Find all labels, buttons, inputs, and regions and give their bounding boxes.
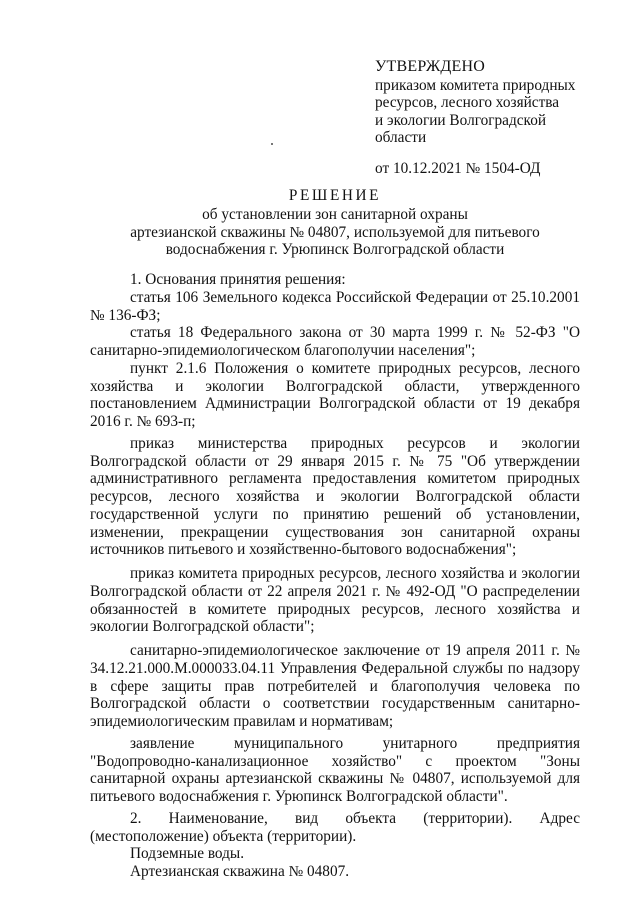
decision-subtitle-line: водоснабжения г. Урюпинск Волгоградской области bbox=[165, 241, 505, 259]
approval-line: области bbox=[375, 129, 427, 147]
paragraph-well-number: Артезианская скважина № 04807. bbox=[130, 863, 350, 880]
decision-title-block bbox=[90, 187, 580, 259]
section-heading-name-type: 2. Наименование, вид объекта (территории). Адрес (местоположение) объекта (территории). bbox=[90, 809, 580, 845]
section-heading-grounds: 1. Основания принятия решения: bbox=[130, 271, 346, 288]
paragraph-federal-law: статья 18 Федерального закона от 30 марта 1999 г. № 52-ФЗ "О санитарно-эпидемиологическом благополучии населения"; bbox=[90, 324, 580, 359]
approval-line: приказом комитета природных bbox=[375, 76, 576, 94]
approval-date-number: от 10.12.2021 № 1504-ОД bbox=[375, 159, 541, 177]
document-body bbox=[90, 271, 580, 881]
approval-stamp-block bbox=[375, 58, 605, 178]
paragraph-application: заявление муниципального унитарного предприятия "Водопроводно-канализационное хозяйство" с проектом "Зоны санитарной охраны артезианской скважины № 04807, используемой для питьевого водоснабжения г. Урюпинск Волгоградской области". bbox=[90, 734, 580, 805]
decision-subtitle-line: артезианской скважины № 04807, используемой для питьевого bbox=[130, 223, 540, 241]
decision-subtitle-line: об установлении зон санитарной охраны bbox=[202, 205, 468, 223]
paragraph-ministry-order: приказ министерства природных ресурсов и экологии Волгоградской области от 29 января 2015 г. № 75 "Об утверждении административного регламента предоставления комитетом природных ресурсов, лесного хозяйства и экологии Волгоградской области государственной услуги по принятию решений об установлении, изменении, прекращении существования зон санитарной охраны источников питьевого и хозяйственно-бытового водоснабжения"; bbox=[90, 434, 580, 559]
scan-speck bbox=[271, 143, 273, 145]
paragraph-sanitary-conclusion: санитарно-эпидемиологическое заключение от 19 апреля 2011 г. № 34.12.21.000.М.000033.04.11 Управления Федеральной службы по надзору в сфере защиты прав потребителей и благополучия человека по Волгоградской области о соответствии государственным санитарно-эпидемиологическим правилам и нормативам; bbox=[90, 642, 580, 730]
paragraph-land-code: статья 106 Земельного кодекса Российской Федерации от 25.10.2001 № 136-ФЗ; bbox=[90, 288, 580, 324]
paragraph-committee-regulation: пункт 2.1.6 Положения о комитете природных ресурсов, лесного хозяйства и экологии Волгоградской области, утвержденного постановлением Администрации Волгоградской области от 19 декабря 2016 г. № 693-п; bbox=[90, 359, 580, 430]
approval-line: и экологии Волгоградской bbox=[375, 111, 547, 129]
approval-title: УТВЕРЖДЕНО bbox=[375, 58, 486, 75]
decision-title: РЕШЕНИЕ bbox=[288, 187, 382, 204]
paragraph-groundwater: Подземные воды. bbox=[130, 845, 245, 863]
paragraph-committee-order: приказ комитета природных ресурсов, лесного хозяйства и экологии Волгоградской области от 22 апреля 2021 г. № 492-ОД "О распределении обязанностей в комитете природных ресурсов, лесного хозяйства и экологии Волгоградской области"; bbox=[90, 565, 580, 636]
approval-line: ресурсов, лесного хозяйства bbox=[375, 94, 560, 112]
